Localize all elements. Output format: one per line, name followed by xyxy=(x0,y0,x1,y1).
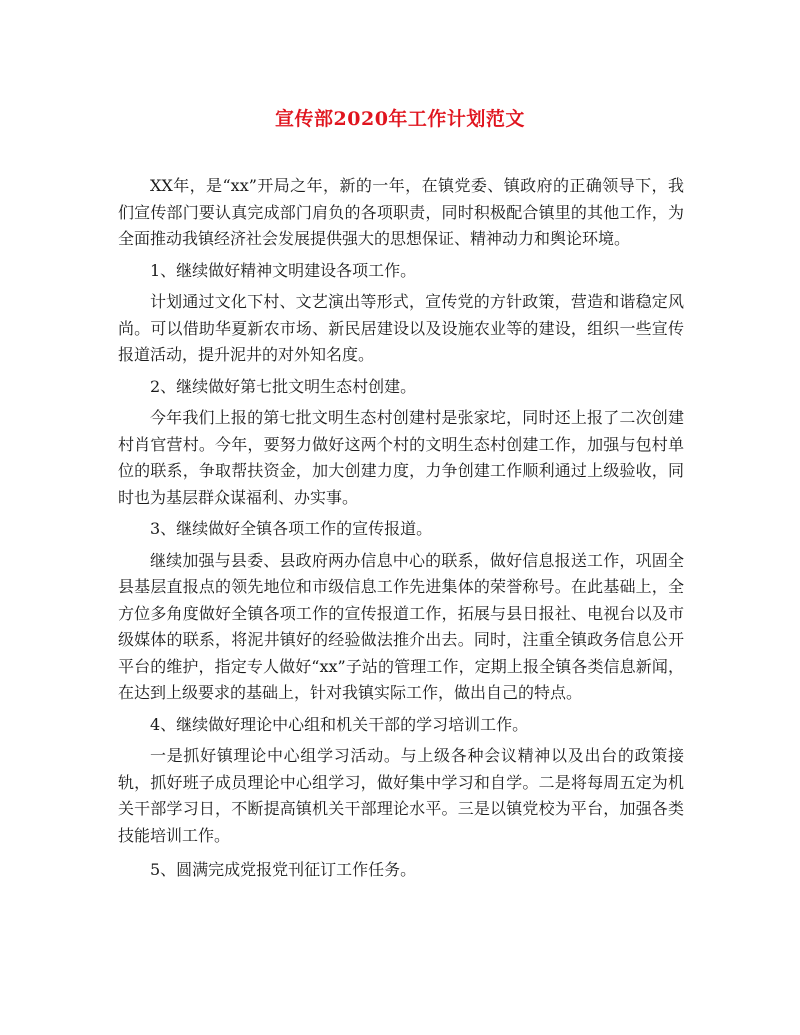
section-paragraph-1: 计划通过文化下村、文艺演出等形式，宣传党的方针政策，营造和谐稳定风尚。可以借助华夏新农市场、新民居建设以及设施农业等的建设，组织一些宣传报道活动，提升泥井的对外知名度。 xyxy=(118,292,684,364)
section-heading-1: 1、继续做好精神文明建设各项工作。 xyxy=(150,260,417,280)
section-heading-4: 4、继续做好理论中心组和机关干部的学习培训工作。 xyxy=(150,714,529,734)
document-title: 宣传部2020年工作计划范文 xyxy=(275,108,525,130)
section-heading-5: 5、圆满完成党报党刊征订工作任务。 xyxy=(150,860,417,879)
section-heading-2: 2、继续做好第七批文明生态村创建。 xyxy=(150,376,417,396)
section-paragraph-4: 一是抓好镇理论中心组学习活动。与上级各种会议精神以及出台的政策接轨，抓好班子成员理论中心组学习，做好集中学习和自学。二是将每周五定为机关干部学习日，不断提高镇机关干部理论水平。三是以镇党校为平台，加强各类技能培训工作。 xyxy=(118,746,684,845)
section-paragraph-3: 继续加强与县委、县政府两办信息中心的联系，做好信息报送工作，巩固全县基层直报点的领先地位和市级信息工作先进集体的荣誉称号。在此基础上，全方位多角度做好全镇各项工作的宣传报道工作，拓展与县日报社、电视台以及市级媒体的联系，将泥井镇好的经验做法推介出去。同时，注重全镇政务信息公开平台的维护，指定专人做好“xx”子站的管理工作，定期上报全镇各类信息新闻，在达到上级要求的基础上，针对我镇实际工作，做出自己的特点。 xyxy=(118,550,684,702)
section-heading-3: 3、继续做好全镇各项工作的宣传报道。 xyxy=(150,519,433,538)
intro-paragraph: XX年，是“xx”开局之年，新的一年，在镇党委、镇政府的正确领导下，我们宣传部门要认真完成部门肩负的各项职责，同时积极配合镇里的其他工作，为全面推动我镇经济社会发展提供强大的思想保证、精神动力和舆论环境。 xyxy=(118,176,684,248)
section-paragraph-2: 今年我们上报的第七批文明生态村创建村是张家坨，同时还上报了二次创建村肖官营村。今年，要努力做好这两个村的文明生态村创建工作，加强与包村单位的联系，争取帮扶资金，加大创建力度，力争创建工作顺利通过上级验收，同时也为基层群众谋福利、办实事。 xyxy=(118,408,684,507)
document-body xyxy=(118,173,684,884)
